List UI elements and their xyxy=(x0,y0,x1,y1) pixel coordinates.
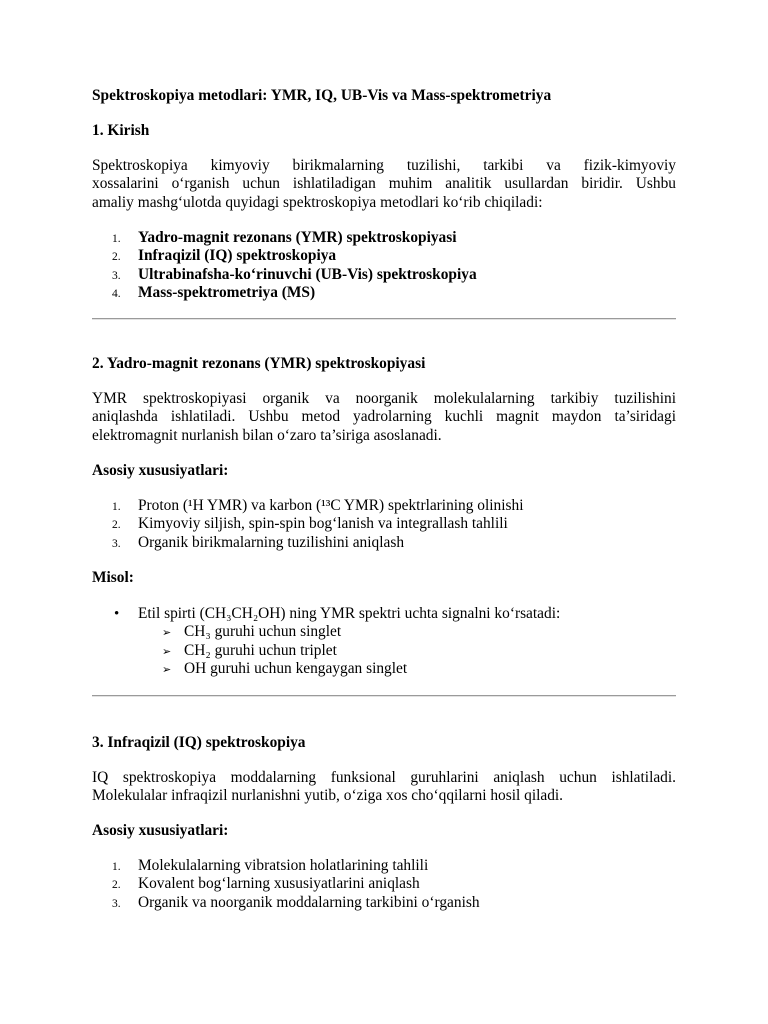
list-number: 3. xyxy=(112,897,121,910)
list-number: 1. xyxy=(112,861,121,873)
list-item-text: Ultrabinafsha-ko‘rinuvchi (UB-Vis) spektroskopiya xyxy=(138,265,477,283)
example-heading: Misol: xyxy=(92,569,134,586)
sub-list-item-text: OH guruhi uchun kengaygan singlet xyxy=(184,660,408,678)
paragraph-line: aniqlashda ishlatiladi. Ushbu metod yadrolarning kuchli magnit maydon ta’siridagi xyxy=(92,408,676,426)
section-3-paragraph xyxy=(92,769,676,806)
paragraph-line: YMR spektroskopiyasi organik va noorganik molekulalarning tarkibiy tuzilishini xyxy=(92,390,676,407)
sub-list-item-text: CH₂ guruhi uchun triplet xyxy=(184,641,337,659)
section-2-heading: 2. Yadro-magnit rezonans (YMR) spektroskopiyasi xyxy=(92,355,426,372)
list-number: 3. xyxy=(112,537,121,550)
paragraph-line: amaliy mashg‘ulotda quyidagi spektroskopiya metodlari ko‘rib chiqiladi: xyxy=(92,193,543,211)
section-1-heading: 1. Kirish xyxy=(92,122,150,139)
arrow-bullet-icon: ➢ xyxy=(162,645,172,658)
list-number: 1. xyxy=(112,501,121,513)
section-divider xyxy=(92,318,676,320)
list-number: 4. xyxy=(112,288,121,301)
list-item-text: Yadro-magnit rezonans (YMR) spektroskopiyasi xyxy=(138,229,457,246)
features-heading: Asosiy xususiyatlari: xyxy=(92,822,229,839)
arrow-bullet-icon: ➢ xyxy=(162,627,172,640)
list-item-text: Infraqizil (IQ) spektroskopiya xyxy=(138,247,337,265)
paragraph-line: Molekulalar infraqizil nurlanishni yutib, o‘ziga xos cho‘qqilarni hosil qiladi. xyxy=(92,787,564,805)
features-heading: Asosiy xususiyatlari: xyxy=(92,462,229,479)
paragraph-line: Spektroskopiya kimyoviy birikmalarning tuzilishi, tarkibi va fizik-kimyoviy xyxy=(92,157,676,174)
document-title: Spektroskopiya metodlari: YMR, IQ, UB-Vis va Mass-spektrometriya xyxy=(92,87,552,104)
section-3-heading: 3. Infraqizil (IQ) spektroskopiya xyxy=(92,734,306,751)
list-number: 2. xyxy=(112,879,121,892)
sub-list-item-text: CH₃ guruhi uchun singlet xyxy=(184,623,342,641)
paragraph-line: xossalarini o‘rganish uchun ishlatiladigan muhim analitik usullardan biridir. Ushbu xyxy=(92,175,676,193)
list-number: 1. xyxy=(112,233,121,245)
arrow-bullet-icon: ➢ xyxy=(162,664,172,677)
list-item-text: Etil spirti (CH₃CH₂OH) ning YMR spektri uchta signalni ko‘rsatadi: xyxy=(138,605,561,622)
list-item-text: Kovalent bog‘larning xususiyatlarini aniqlash xyxy=(138,875,420,893)
list-item-text: Kimyoviy siljish, spin-spin bog‘lanish va integrallash tahlili xyxy=(138,515,508,533)
bullet-icon: • xyxy=(114,606,120,622)
list-number: 2. xyxy=(112,251,121,264)
list-number: 3. xyxy=(112,269,121,282)
list-number: 2. xyxy=(112,519,121,532)
list-item-text: Molekulalarning vibratsion holatlarining tahlili xyxy=(138,857,429,874)
paragraph-line: IQ spektroskopiya moddalarning funksional guruhlarini aniqlash uchun ishlatiladi. xyxy=(92,769,676,786)
section-2-paragraph xyxy=(92,390,676,445)
list-item-text: Mass-spektrometriya (MS) xyxy=(138,284,316,302)
paragraph-line: elektromagnit nurlanish bilan o‘zaro ta’siriga asoslanadi. xyxy=(92,426,442,444)
list-item-text: Organik va noorganik moddalarning tarkibini o‘rganish xyxy=(138,893,480,911)
list-item-text: Proton (¹H YMR) va karbon (¹³C YMR) spektrlarining olinishi xyxy=(138,497,524,514)
section-divider xyxy=(92,695,676,697)
list-item-text: Organik birikmalarning tuzilishini aniqlash xyxy=(138,533,405,551)
section-1-paragraph xyxy=(92,157,676,212)
